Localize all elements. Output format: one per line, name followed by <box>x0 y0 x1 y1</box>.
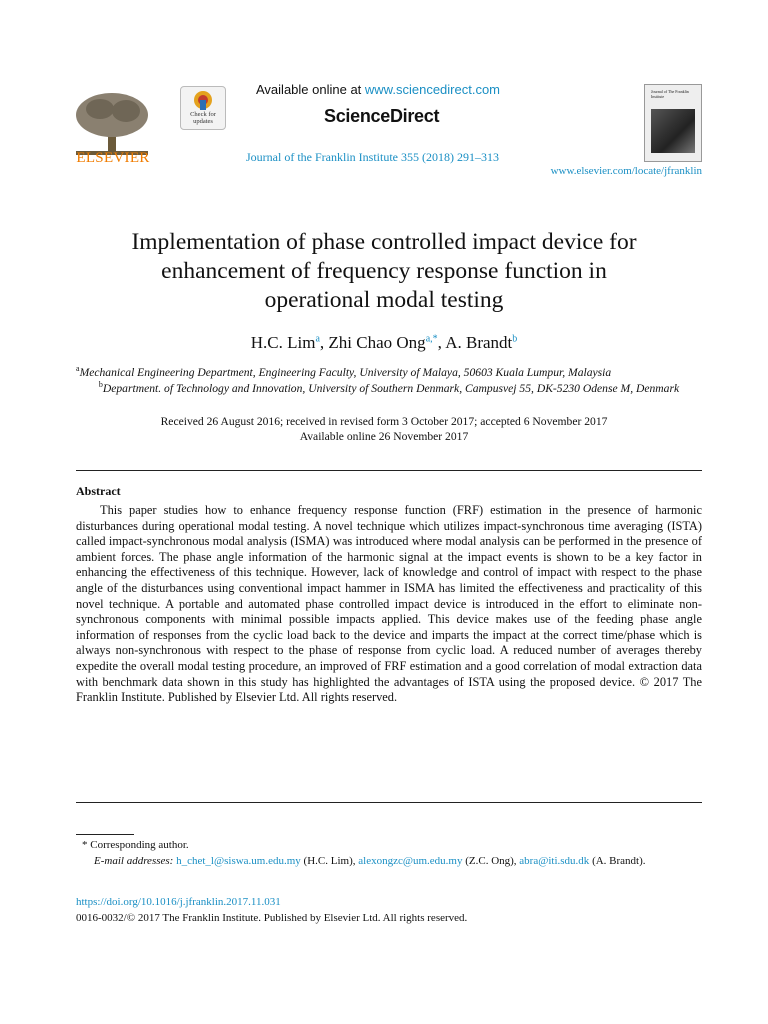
affiliation-b: $^b$Department. of Technology and Innovation, University of Southern Denmark, Campusvej 55, DK-5230 Odense M, Denmark <box>98 380 680 395</box>
received-dates: Received 26 August 2016; received in revised form 3 October 2017; accepted 6 November 2017 <box>160 415 608 428</box>
title-line: operational modal testing <box>264 287 504 313</box>
title-line: enhancement of frequency response function in <box>161 258 607 284</box>
available-online-date: Available online 26 November 2017 <box>299 430 469 443</box>
issn-copyright-line: 0016-0032/© 2017 The Franklin Institute. Published by Elsevier Ltd. All rights reserved. <box>76 912 468 924</box>
updates-ribbon-icon <box>181 89 225 113</box>
title-line: Implementation of phase controlled impact device for <box>131 229 637 255</box>
footnote-rule <box>76 834 134 835</box>
abstract-heading: Abstract <box>76 484 121 498</box>
email-link[interactable]: abra@iti.sdu.dk <box>519 855 590 867</box>
affiliation-a: $^a$Mechanical Engineering Department, Engineering Faculty, University of Malaya, 50603 Kuala Lumpur, Malaysia <box>76 364 612 379</box>
author-name: H.C. Lim <box>250 333 316 352</box>
abstract-body: This paper studies how to enhance frequency response function (FRF) estimation in the presence of harmonic disturbances during operational modal testing. A novel technique which utilizes impact-synchronous time averaging (ISTA) called impact-synchronous modal analysis (ISMA) was introduced where modal analysis can be performed in the presence of ambient forces. The phase angle information of the harmonic signal at the impact events is shown to be a key factor in enhancing the effectiveness of this technique. However, lack of knowledge and control of impact with respect to the phase angle of the disturbances using conventional impact hammer in ISMA has limited the effectiveness and practicality of this novel technique. A portable and automated phase controlled impact device is introduced in the effort to eliminate non-synchronous components with minimal possible impacts applied. This device makes use of the feeding phase angle information of responses from the cyclic load back to the device and imparts the impact at the correct time/phase which is always non-synchronous with respect to the phase of response from cyclic load. A reduced number of averages thereby expedite the overall modal testing procedure, an improved of FRF estimation and a good correlation of modal extraction data with benchmark data shown in this study has highlighted the advantages of ISTA using the proposed device. © 2017 The Franklin Institute. Published by Elsevier Ltd. All rights reserved. <box>76 503 702 705</box>
author-affil-marker[interactable]: a <box>315 333 320 345</box>
author-name: A. Brandt <box>445 333 513 352</box>
elsevier-wordmark: ELSEVIER <box>76 150 150 166</box>
corresponding-author-note: * Corresponding author. <box>82 839 189 851</box>
updates-badge-label: Check for updates <box>190 111 216 125</box>
author-name: Zhi Chao Ong <box>328 333 426 352</box>
check-for-updates-badge[interactable] <box>180 86 226 130</box>
doi-link[interactable]: https://doi.org/10.1016/j.jfranklin.2017.11.031 <box>76 896 281 908</box>
email-link[interactable]: alexongzc@um.edu.my <box>358 855 463 867</box>
available-online-line: Available online at www.sciencedirect.com <box>256 82 501 97</box>
author-affil-marker[interactable]: b <box>512 333 518 345</box>
cover-image <box>651 109 695 153</box>
sciencedirect-brand: ScienceDirect <box>324 106 440 126</box>
cover-title: Journal of The Franklin Institute <box>651 89 689 99</box>
sciencedirect-link[interactable]: www.sciencedirect.com <box>364 82 501 97</box>
email-addresses: E-mail addresses: h_chet_l@siswa.um.edu.my (H.C. Lim), alexongzc@um.edu.my (Z.C. Ong), abra@iti.sdu.dk (A. Brandt). <box>94 855 646 867</box>
journal-cover-thumbnail <box>644 84 702 162</box>
email-link[interactable]: h_chet_l@siswa.um.edu.my <box>176 855 301 867</box>
divider-bottom <box>76 802 702 803</box>
divider-top <box>76 470 702 471</box>
author-affil-marker[interactable]: a,* <box>425 333 438 345</box>
journal-url-link[interactable]: www.elsevier.com/locate/jfranklin <box>550 165 702 177</box>
author-list: H.C. Lim$^a$, Zhi Chao Ong$^{a,*}$, A. Brandt$^b$ <box>250 333 518 352</box>
article-title <box>60 228 708 315</box>
journal-reference[interactable]: Journal of the Franklin Institute 355 (2018) 291–313 <box>246 150 499 164</box>
